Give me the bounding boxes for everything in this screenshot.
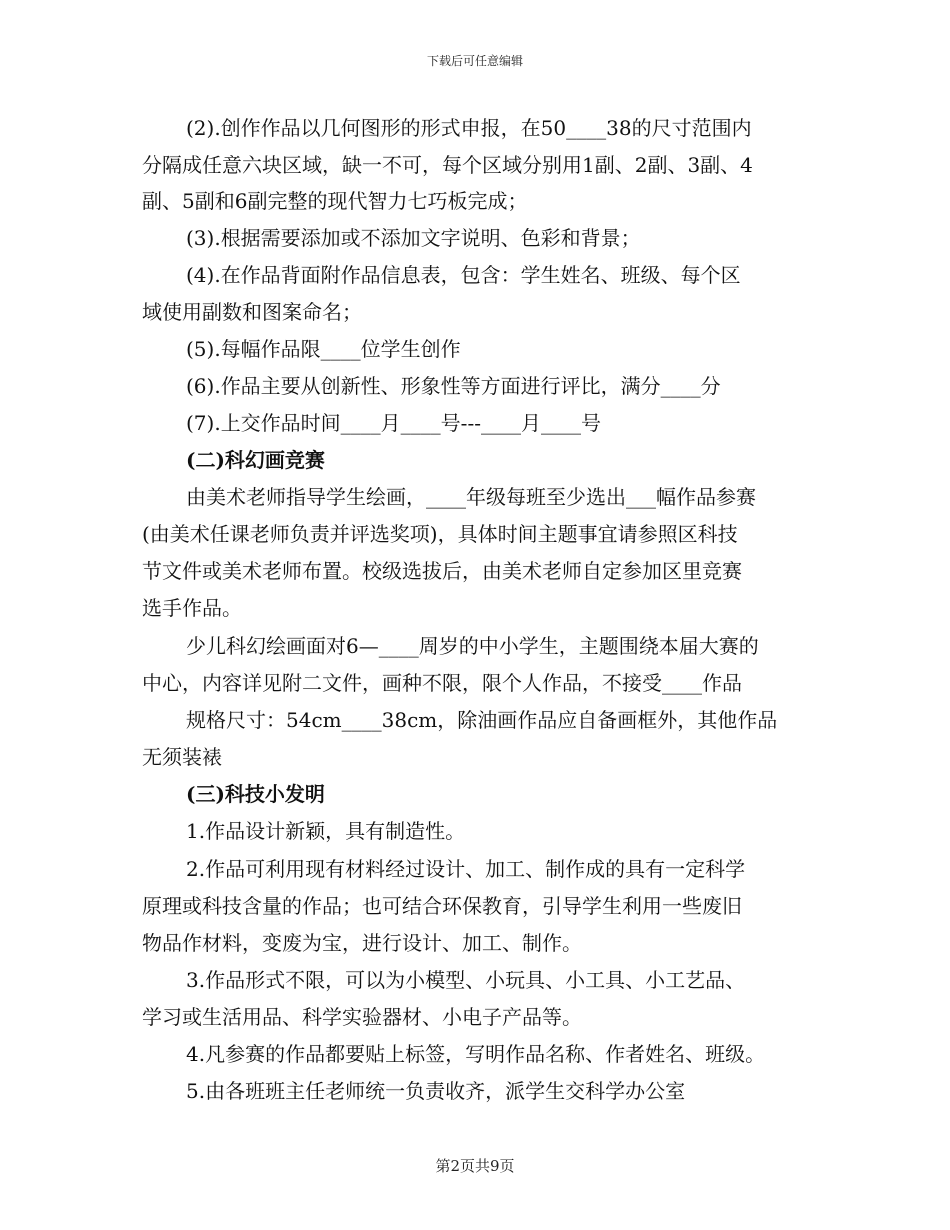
text-line: (由美术任课老师负责并评选奖项)，具体时间主题事宜请参照区科技 <box>142 522 738 546</box>
text-line: 2.作品可利用现有材料经过设计、加工、制作成的具有一定科学 <box>186 857 746 881</box>
section-heading: (二)科幻画竞赛 <box>186 448 325 472</box>
text-line: (6).作品主要从创新性、形象性等方面进行评比，满分____分 <box>186 374 721 398</box>
text-line: 规格尺寸：54cm____38cm，除油画作品应自备画框外，其他作品 <box>186 708 778 732</box>
text-line: 分隔成任意六块区域，缺一不可，每个区域分别用1副、2副、3副、4 <box>142 153 753 177</box>
text-line: 中心，内容详见附二文件，画种不限，限个人作品，不接受____作品 <box>142 671 742 695</box>
text-line: (4).在作品背面附作品信息表，包含：学生姓名、班级、每个区 <box>186 263 741 287</box>
page-header: 下载后可任意编辑 <box>426 54 523 68</box>
text-line: (7).上交作品时间____月____号---____月____号 <box>186 411 601 435</box>
text-line: 3.作品形式不限，可以为小模型、小玩具、小工具、小工艺品、 <box>186 968 746 992</box>
text-line: 5.由各班班主任老师统一负责收齐，派学生交科学办公室 <box>186 1079 686 1103</box>
text-line: 1.作品设计新颖，具有制造性。 <box>186 819 466 843</box>
text-line: 4.凡参赛的作品都要贴上标签，写明作品名称、作者姓名、班级。 <box>186 1042 766 1066</box>
text-line: 副、5副和6副完整的现代智力七巧板完成； <box>142 189 528 213</box>
text-line: 域使用副数和图案命名； <box>142 300 362 324</box>
text-line: 少儿科幻绘画面对6—____周岁的中小学生，主题围绕本届大赛的 <box>186 634 759 658</box>
text-line: 无须装裱 <box>142 745 222 769</box>
text-line: 选手作品。 <box>142 596 242 620</box>
text-line: (5).每幅作品限____位学生创作 <box>186 337 461 361</box>
text-line: 由美术老师指导学生绘画，____年级每班至少选出___幅作品参赛 <box>186 485 756 509</box>
text-line: 原理或科技含量的作品；也可结合环保教育，引导学生利用一些废旧 <box>142 894 742 918</box>
text-line: (3).根据需要添加或不添加文字说明、色彩和背景； <box>186 226 641 250</box>
text-line: (2).创作作品以几何图形的形式申报，在50____38的尺寸范围内 <box>186 116 752 140</box>
text-line: 物品作材料，变废为宝，进行设计、加工、制作。 <box>142 931 582 955</box>
text-line: 节文件或美术老师布置。校级选拔后，由美术老师自定参加区里竞赛 <box>142 559 742 583</box>
text-line: 学习或生活用品、科学实验器材、小电子产品等。 <box>142 1005 582 1029</box>
section-heading: (三)科技小发明 <box>186 782 325 806</box>
page-footer: 第2页共9页 <box>435 1157 515 1175</box>
